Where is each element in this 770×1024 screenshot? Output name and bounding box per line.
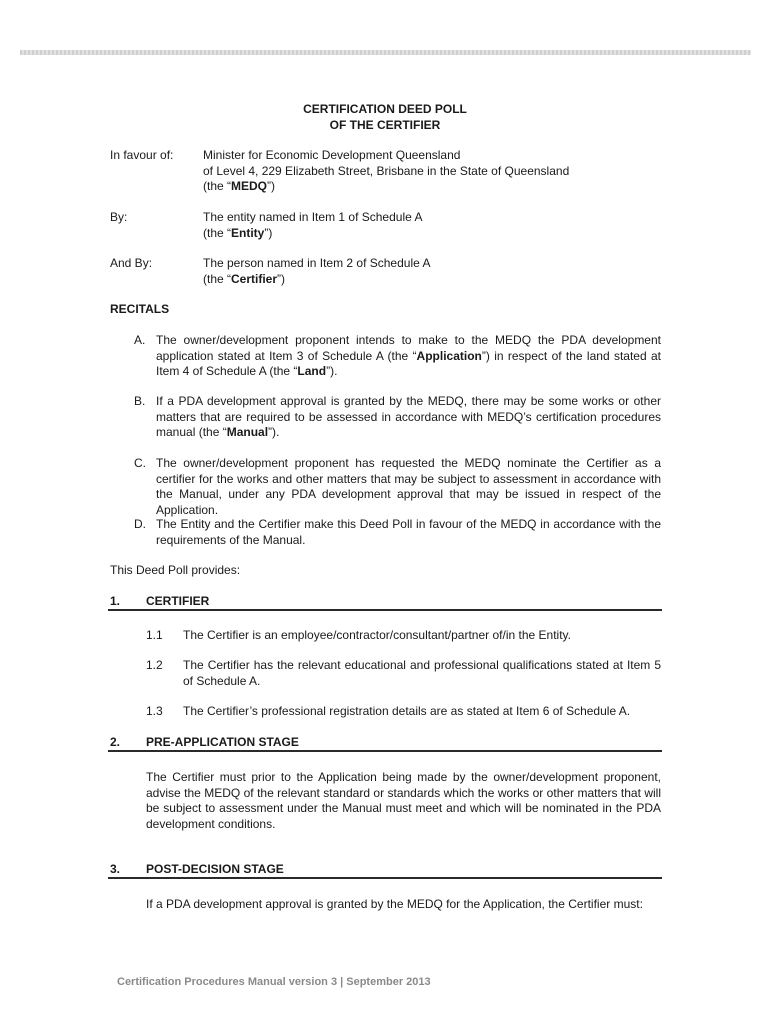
clause-1-3-number: 1.3 [146, 704, 163, 718]
section-2-number: 2. [110, 735, 121, 749]
section-3-paragraph: If a PDA development approval is granted by the MEDQ for the Application, the Certifier must: [146, 897, 643, 911]
section-3-rule [108, 877, 662, 879]
recital-b: If a PDA development approval is granted by the MEDQ, there may be some works or other matters that are required to be assessed in accordance with MEDQ’s certification procedures manual (the “Manual”). [156, 394, 661, 439]
recitals-heading: RECITALS [110, 302, 170, 316]
favour-party: Minister for Economic Development Queensland of Level 4, 229 Elizabeth Street, Brisbane in the State of Queensland (the “MEDQ”) [203, 148, 570, 193]
favour-label: In favour of: [110, 148, 174, 162]
section-2-title: PRE-APPLICATION STAGE [146, 735, 299, 749]
recital-a-letter: A. [134, 333, 146, 347]
section-2-paragraph: The Certifier must prior to the Application being made by the owner/development proponent, advise the MEDQ of the relevant standard or standards which the works or other matters that will be subject to assessment under the Manual must meet and which will be nominated in the PDA development conditions. [146, 770, 661, 831]
recital-d: The Entity and the Certifier make this Deed Poll in favour of the MEDQ in accordance with the requirements of the Manual. [156, 517, 661, 547]
recital-d-letter: D. [134, 517, 146, 531]
by-label: By: [110, 210, 128, 224]
provides-text: This Deed Poll provides: [110, 563, 241, 577]
andby-party: The person named in Item 2 of Schedule A (the “Certifier”) [203, 256, 431, 286]
section-3-title: POST-DECISION STAGE [146, 862, 284, 876]
recital-c: The owner/development proponent has requested the MEDQ nominate the Certifier as a certifier for the works and other matters that may be subject to assessment in accordance with the Manual, under any PDA development approval that may be issued in respect of the Application. [156, 456, 661, 517]
by-party: The entity named in Item 1 of Schedule A (the “Entity”) [203, 210, 423, 240]
section-2-rule [108, 750, 662, 752]
recital-b-letter: B. [134, 394, 146, 408]
section-1-rule [108, 609, 662, 611]
clause-1-2-number: 1.2 [146, 658, 163, 672]
clause-1-1-number: 1.1 [146, 628, 163, 642]
top-rule [20, 50, 751, 55]
clause-1-1: The Certifier is an employee/contractor/consultant/partner of/in the Entity. [183, 628, 571, 642]
section-1-title: CERTIFIER [146, 594, 210, 608]
recital-a: The owner/development proponent intends to make to the MEDQ the PDA development application stated at Item 3 of Schedule A (the “Application”) in respect of the land stated at Item 4 of Schedule A (the “Land”). [156, 333, 661, 378]
page-footer: Certification Procedures Manual version 3 | September 2013 [117, 976, 431, 988]
recital-c-letter: C. [134, 456, 146, 470]
document-title: CERTIFICATION DEED POLL OF THE CERTIFIER [303, 102, 467, 132]
section-3-number: 3. [110, 862, 121, 876]
clause-1-2: The Certifier has the relevant educational and professional qualifications stated at Item 5 of Schedule A. [183, 658, 661, 688]
andby-label: And By: [110, 256, 153, 270]
section-1-number: 1. [110, 594, 121, 608]
clause-1-3: The Certifier’s professional registration details are as stated at Item 6 of Schedule A. [183, 704, 631, 718]
